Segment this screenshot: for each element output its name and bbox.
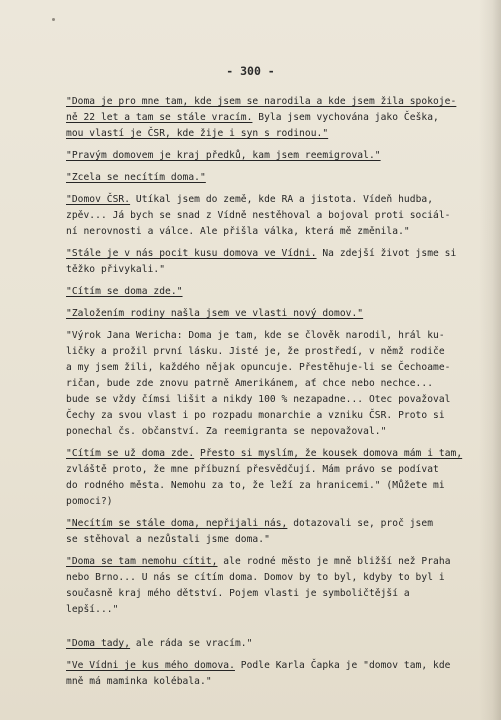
underlined-text: "Stále je v nás pocit kusu domova ve Vídni. [66,248,317,259]
response-paragraph [66,192,464,240]
response-paragraph [66,148,464,164]
underlined-text: "Založením rodiny našla jsem ve vlasti nový domov." [66,308,364,319]
page-number: - 300 - [226,64,275,78]
response-paragraph [66,636,464,652]
text-segment: Utíkal jsem do země, kde RA a jistota. Vídeň hudba, zpěv... Já bych se snad z Vídně nestěhoval a bojoval proti sociál- ní nerovnosti a válce. Ale přišla válka, která mě změnila." [66,194,451,237]
response-paragraph [66,94,464,142]
underlined-text: "Zcela se necítím doma." [66,172,206,183]
underlined-text: "Domov ČSR. [66,194,131,205]
document-body [66,94,464,696]
page-edge-shadow [479,0,501,720]
response-paragraph [66,170,464,186]
response-paragraph [66,516,464,548]
underlined-text: "Doma je pro mne tam, kde jsem se narodila a kde jsem žila spokoje- ně 22 let a tam se stále vracím. [66,96,457,123]
text-segment: Podle Karla Čapka je "domov tam, kde mně má maminka kolébala." [66,660,451,687]
response-paragraph [66,246,464,278]
underlined-text: "Doma se tam nemohu cítit, [66,556,218,567]
text-segment: ale ráda se vracím." [130,638,253,649]
response-paragraph [66,328,464,440]
text-segment: zvláště proto, že mne příbuzní přesvědčují. Mám právo se podívat do rodného města. Nemohu za to, že leží za hranicemi." (Můžete mi pomoci?) [66,464,445,507]
underlined-text: "Cítím se doma zde." [66,286,183,297]
underlined-text: mou vlastí je ČSR, kde žije i syn s rodinou." [66,128,329,139]
text-segment: "Výrok Jana Wericha: Doma je tam, kde se člověk narodil, hrál ku- ličky a prožil první lásku. Jisté je, že prostředí, v němž rodiče a my jsem žili, každého nějak opuncuje. Přestěhuje-li se Čechoame- ričan, bude zde znovu patrně Amerikánem, ať chce nebo nechce... bude se vždy čímsi lišit a nikdy 100 % nezapadne... Otec považoval Čechy za svou vlast i po rozpadu monarchie a vzniku ČSR. Proto si ponechal čs. občanství. Za reemigranta se nepovažoval." [66,330,451,437]
text-segment: Byla jsem vychována jako Češka, [258,112,439,123]
underlined-text: "Doma tady, [66,638,131,649]
response-paragraph [66,306,464,322]
underlined-text: "Necítím se stále doma, nepřijali nás, [66,518,288,529]
underlined-text: "Pravým domovem je kraj předků, kam jsem reemigroval." [66,150,381,161]
response-paragraph [66,284,464,300]
response-paragraph [66,658,464,690]
underlined-text: Přesto si myslím, že kousek domova mám i tam, [200,448,463,459]
underlined-text: "Ve Vídni je kus mého domova. [66,660,235,671]
underlined-text: "Cítím se už doma zde. [66,448,195,459]
text-segment: dotazovali se, proč jsem se stěhoval a nezůstali jsme doma." [66,518,434,545]
response-paragraph [66,554,464,618]
text-segment: ale rodné město je mně bližší než Praha nebo Brno... U nás se cítím doma. Domov by to byl, kdyby to byl i současně kraj mého dětství. Pojem vlasti je symboličtější a lepší..." [66,556,451,615]
text-segment: Na zdejší život jsme si těžko přivykali." [66,248,457,275]
response-paragraph [66,446,464,510]
punch-mark [52,18,55,21]
